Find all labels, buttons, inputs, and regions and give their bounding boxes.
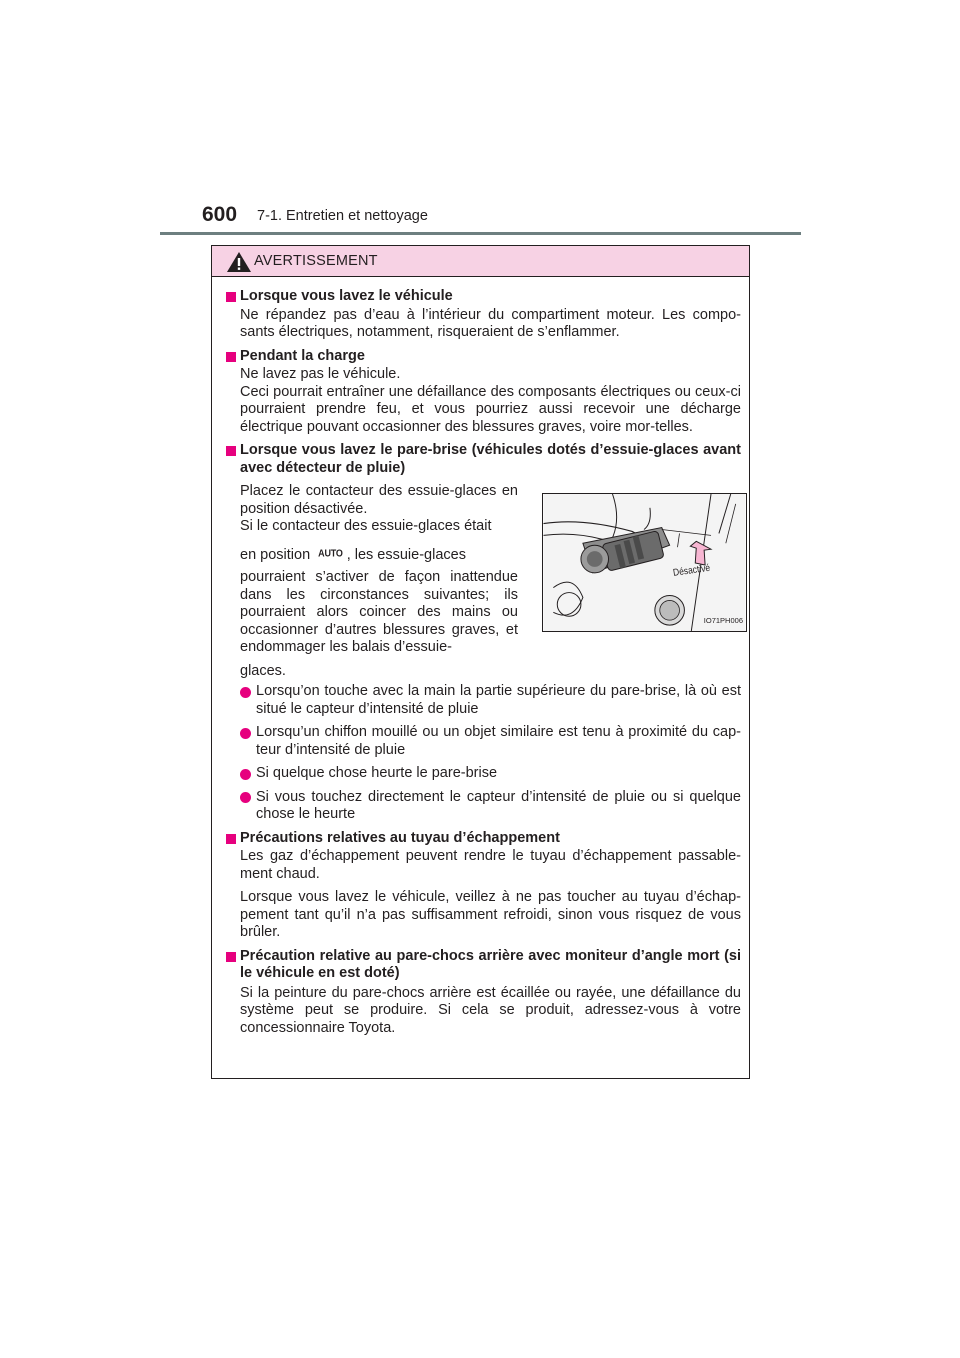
list-item: Lorsqu’un chiffon mouillé ou un objet similaire est tenu à proximité du cap-teur d’intensité de pluie bbox=[226, 724, 741, 759]
warning-header bbox=[212, 246, 749, 277]
list-item: Si quelque chose heurte le pare-brise bbox=[226, 765, 741, 783]
wiper-switch-illustration bbox=[542, 493, 747, 632]
list-item: Lorsqu’on touche avec la main la partie supérieure du pare-brise, là où est situé le capteur d’intensité de pluie bbox=[226, 683, 741, 718]
wiper-switch-drawing bbox=[543, 494, 746, 631]
round-bullet-icon bbox=[240, 769, 251, 780]
warning-triangle-icon bbox=[226, 251, 252, 273]
square-bullet-icon bbox=[226, 952, 236, 962]
round-bullet-icon bbox=[240, 687, 251, 698]
section-text: Ne répandez pas d’eau à l’intérieur du compartiment moteur. Les compo-sants électriques, notamment, risqueraient de s’enflammer. bbox=[240, 306, 741, 340]
round-bullet-icon bbox=[240, 728, 251, 739]
page-number: 600 bbox=[202, 203, 238, 226]
section-text: Lorsque vous lavez le véhicule, veillez à ne pas toucher au tuyau d’échap-pement tant qu’il n’a pas suffisamment refroidi, sinon vous risquez de vous brûler. bbox=[240, 889, 741, 940]
warning-title: AVERTISSEMENT bbox=[254, 253, 378, 269]
illustration-code: IO71PH006 bbox=[703, 615, 743, 625]
header-rule bbox=[160, 232, 801, 235]
wiper-text-end: glaces. bbox=[240, 663, 286, 679]
square-bullet-icon bbox=[226, 352, 236, 362]
auto-icon: AUTO bbox=[318, 546, 343, 559]
square-bullet-icon bbox=[226, 446, 236, 456]
illustration-label: Désactivé bbox=[672, 562, 711, 579]
warning-content bbox=[212, 288, 749, 1037]
section-text: Les gaz d’échappement peuvent rendre le tuyau d’échappement passable-ment chaud. bbox=[240, 848, 741, 882]
wiper-instructions bbox=[226, 483, 741, 680]
section-heading: Précaution relative au pare-chocs arrière avec moniteur d’angle mort (si le véhicule en est doté) bbox=[226, 948, 741, 983]
section-heading: Pendant la charge bbox=[226, 348, 741, 366]
auto-line: en position AUTO , les essuie-glaces bbox=[240, 545, 518, 565]
square-bullet-icon bbox=[226, 292, 236, 302]
section-text: Si la peinture du pare-chocs arrière est écaillée ou rayée, une défaillance du système peut se produire. Si cela se produit, adressez-vous à votre concessionnaire Toyota. bbox=[240, 984, 741, 1036]
section-heading: Précautions relatives au tuyau d’échappement bbox=[226, 830, 741, 848]
section-text: Ne lavez pas le véhicule. bbox=[240, 366, 401, 382]
round-bullet-icon bbox=[240, 792, 251, 803]
wiper-text: Placez le contacteur des essuie-glaces en position désactivée. Si le contacteur des essuie-glaces était en position AUTO , les essuie-glaces pourraient s’activer de façon inattendue dans les circonstances suivantes; ils pourraient alors coincer des mains ou occasionner d’autres blessures graves, et endommager les balais d’essuie- bbox=[240, 483, 518, 655]
section-title: 7-1. Entretien et nettoyage bbox=[257, 208, 428, 224]
warning-box bbox=[211, 245, 750, 1079]
section-heading: Lorsque vous lavez le pare-brise (véhicules dotés d’essuie-glaces avant avec détecteur de pluie) bbox=[226, 442, 741, 477]
square-bullet-icon bbox=[226, 834, 236, 844]
section-heading: Lorsque vous lavez le véhicule bbox=[226, 288, 741, 306]
section-text: Ceci pourrait entraîner une défaillance des composants électriques ou ceux-ci pourraient prendre feu, et vous pourriez aussi recevoir une décharge électrique pouvant occasionner des blessures graves, voire mor-telles. bbox=[240, 383, 741, 435]
list-item: Si vous touchez directement le capteur d’intensité de pluie ou si quelque chose le heurte bbox=[226, 789, 741, 824]
